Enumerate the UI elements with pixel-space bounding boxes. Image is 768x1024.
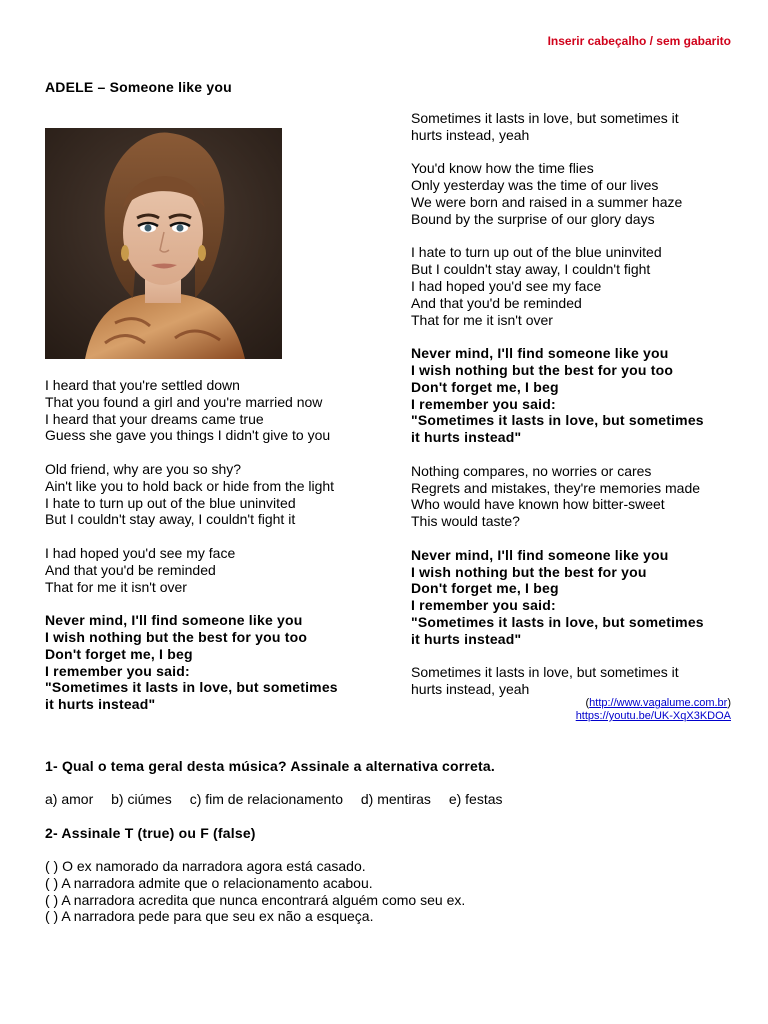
- lyric-line: But I couldn't stay away, I couldn't fight: [411, 261, 651, 278]
- lyric-line: We were born and raised in a summer haze: [411, 193, 683, 210]
- lyric-line: That for me it isn't over: [411, 311, 553, 328]
- lyric-line: I remember you said:: [411, 597, 556, 614]
- lyrics-right-column: [411, 110, 741, 715]
- header-note: Inserir cabeçalho / sem gabarito: [547, 34, 731, 48]
- verse-stanza: [411, 110, 741, 144]
- lyric-line: it hurts instead": [411, 429, 522, 446]
- lyric-line: I wish nothing but the best for you too: [45, 628, 308, 645]
- lyric-line: Don't forget me, I beg: [411, 580, 559, 597]
- lyric-line: "Sometimes it lasts in love, but sometimes: [411, 613, 704, 630]
- lyrics-left-column: [45, 377, 385, 730]
- question-2-title: 2- Assinale T (true) ou F (false): [45, 825, 256, 841]
- lyric-line: I had hoped you'd see my face: [45, 544, 236, 561]
- lyric-line: And that you'd be reminded: [411, 294, 582, 311]
- lyric-line: And that you'd be reminded: [45, 561, 216, 578]
- question-1-title: 1- Qual o tema geral desta música? Assinale a alternativa correta.: [45, 758, 495, 774]
- question-1-options: [45, 791, 517, 807]
- artist-portrait-illustration: [45, 128, 282, 359]
- statement-3: ( ) A narradora acredita que nunca encontrará alguém como seu ex.: [45, 891, 466, 908]
- lyric-line: it hurts instead": [45, 696, 156, 713]
- lyric-line: Only yesterday was the time of our lives: [411, 177, 659, 194]
- chorus-stanza: [411, 345, 741, 446]
- lyric-line: But I couldn't stay away, I couldn't fight it: [45, 511, 296, 528]
- lyric-line: I remember you said:: [45, 662, 190, 679]
- lyric-line: I wish nothing but the best for you: [411, 563, 647, 580]
- statement-4: ( ) A narradora pede para que seu ex não a esqueça.: [45, 908, 374, 925]
- lyric-line: hurts instead, yeah: [411, 126, 530, 143]
- lyric-line: Don't forget me, I beg: [45, 645, 193, 662]
- option-b: b) ciúmes: [111, 791, 172, 807]
- option-a: a) amor: [45, 791, 94, 807]
- verse-stanza: [411, 160, 741, 227]
- lyric-line: Guess she gave you things I didn't give to you: [45, 427, 331, 444]
- lyric-line: Never mind, I'll find someone like you: [45, 612, 303, 629]
- lyric-line: Never mind, I'll find someone like you: [411, 546, 669, 563]
- lyric-line: I remember you said:: [411, 395, 556, 412]
- lyric-line: I heard that your dreams came true: [45, 410, 264, 427]
- reference-open-paren: (: [585, 697, 590, 709]
- reference-site-line: [576, 697, 731, 710]
- reference-close-paren: ): [727, 697, 731, 709]
- chorus-stanza: [411, 547, 741, 648]
- lyric-line: Don't forget me, I beg: [411, 378, 559, 395]
- statement-1: ( ) O ex namorado da narradora agora está casado.: [45, 858, 366, 874]
- statement-2: ( ) A narradora admite que o relacionamento acabou.: [45, 874, 373, 891]
- question-2-statements: [45, 858, 465, 925]
- lyric-line: Sometimes it lasts in love, but sometimes it: [411, 664, 679, 681]
- lyric-line: I heard that you're settled down: [45, 377, 240, 393]
- option-c: c) fim de relacionamento: [189, 791, 343, 807]
- lyric-line: Sometimes it lasts in love, but sometimes it: [411, 110, 679, 126]
- artist-photo: [45, 128, 282, 359]
- verse-stanza: [411, 664, 741, 698]
- lyric-line: Never mind, I'll find someone like you: [411, 345, 669, 362]
- lyric-line: it hurts instead": [411, 630, 522, 647]
- vagalume-link[interactable]: http://www.vagalume.com.br: [589, 697, 728, 709]
- lyric-line: "Sometimes it lasts in love, but sometimes: [45, 679, 338, 696]
- lyric-line: I hate to turn up out of the blue uninvited: [45, 494, 296, 511]
- lyric-line: Old friend, why are you so shy?: [45, 460, 242, 477]
- option-d: d) mentiras: [360, 791, 431, 807]
- lyric-line: "Sometimes it lasts in love, but sometimes: [411, 412, 704, 429]
- lyric-line: I had hoped you'd see my face: [411, 277, 602, 294]
- verse-stanza: [411, 244, 741, 328]
- lyric-line: Regrets and mistakes, they're memories made: [411, 479, 701, 496]
- verse-stanza: [45, 461, 385, 528]
- lyric-line: I hate to turn up out of the blue uninvited: [411, 244, 662, 261]
- chorus-stanza: [45, 612, 385, 713]
- lyric-line: Nothing compares, no worries or cares: [411, 462, 652, 479]
- song-title: ADELE – Someone like you: [45, 79, 232, 95]
- lyric-line: Bound by the surprise of our glory days: [411, 210, 655, 227]
- lyric-line: That you found a girl and you're married now: [45, 393, 323, 410]
- youtube-link[interactable]: https://youtu.be/UK-XqX3KDOA: [575, 710, 731, 722]
- lyric-line: I wish nothing but the best for you too: [411, 361, 674, 378]
- references: [576, 697, 731, 723]
- option-e: e) festas: [448, 791, 503, 807]
- lyric-line: hurts instead, yeah: [411, 681, 530, 698]
- lyric-line: This would taste?: [411, 513, 520, 530]
- verse-stanza: [411, 463, 741, 530]
- lyric-line: Who would have known how bitter-sweet: [411, 496, 665, 513]
- verse-stanza: [45, 545, 385, 595]
- lyric-line: That for me it isn't over: [45, 578, 187, 595]
- verse-stanza: [45, 377, 385, 444]
- lyric-line: You'd know how the time flies: [411, 160, 594, 177]
- lyric-line: Ain't like you to hold back or hide from the light: [45, 477, 335, 494]
